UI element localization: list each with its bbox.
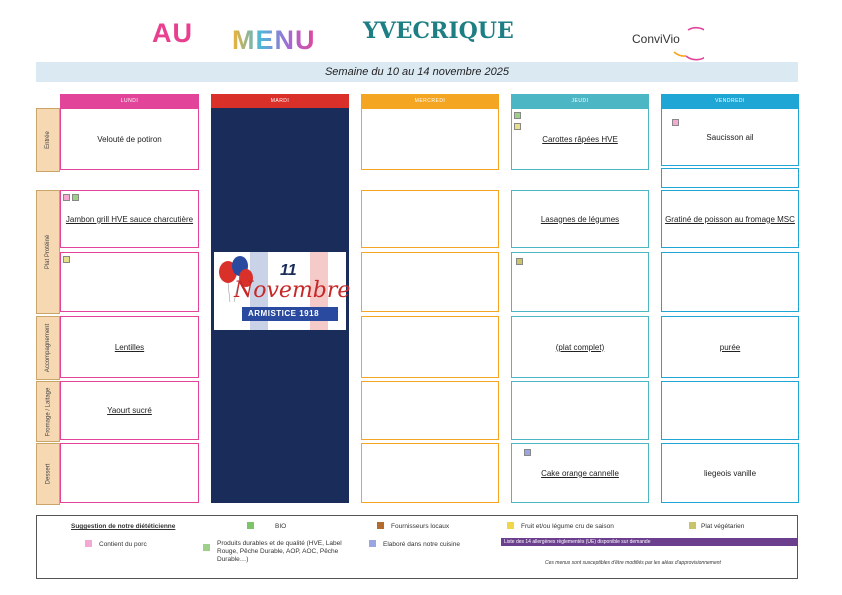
menu-cell-vendredi-plat-2 (661, 252, 799, 312)
dish-text: Velouté de potiron (97, 134, 162, 144)
porc-icon (63, 194, 70, 201)
row-label-entree (36, 108, 60, 172)
menu-cell-mercredi-laitage (361, 381, 499, 440)
dish-text: (plat complet) (555, 342, 605, 352)
legend-note: Ces menus sont susceptibles d'être modifiés par les aléas d'approvisionnement (545, 560, 721, 566)
menu-cell-mercredi-plat-2 (361, 252, 499, 312)
legend-produits: Produits durables et de qualité (HVE, Label Rouge, Pêche Durable, AOP, AOC, Pêche Durable…) (217, 540, 342, 563)
legend-fruit-saison: Fruit et/ou légume cru de saison (521, 523, 614, 530)
row-label-plat (36, 190, 60, 314)
day-header-jeudi: JEUDI (511, 94, 649, 108)
holiday-ribbon: ARMISTICE 1918 (248, 309, 320, 318)
menu-cell-jeudi-plat-2 (511, 252, 649, 312)
title-au (152, 18, 193, 49)
day-header-vendredi: VENDREDI (661, 94, 799, 108)
menu-cell-jeudi-dessert (511, 443, 649, 503)
menu-cell-vendredi-plat (661, 190, 799, 248)
week-banner: Semaine du 10 au 14 novembre 2025 (36, 62, 798, 82)
vege-icon (689, 522, 696, 529)
title-menu: MENU (232, 25, 316, 55)
menu-cell-vendredi-dessert (661, 443, 799, 503)
porc-icon (672, 119, 679, 126)
fruit-saison-icon (507, 522, 514, 529)
menu-cell-jeudi-plat (511, 190, 649, 248)
row-label-text: Entrée (45, 131, 51, 149)
dish-text: Carottes râpées HVE (542, 134, 618, 144)
vege-icon (63, 256, 70, 263)
menu-cell-lundi-dessert (60, 443, 199, 503)
allergens-banner: Liste des 14 allergènes règlementés (UE) disponible sur demande (501, 538, 797, 546)
elabore-icon (524, 449, 531, 456)
menu-cell-mercredi-entree (361, 108, 499, 170)
porc-icon (85, 540, 92, 547)
row-label-laitage (36, 381, 60, 442)
local-icon (377, 522, 384, 529)
menu-cell-vendredi-entree (661, 108, 799, 166)
menu-cell-vendredi-entree-2 (661, 168, 799, 188)
row-label-dessert (36, 443, 60, 505)
armistice-banner (214, 252, 351, 330)
menu-cell-vendredi-laitage (661, 381, 799, 440)
row-label-text: Dessert (44, 463, 51, 485)
quality-icon (203, 544, 210, 551)
holiday-month: Novembre (234, 278, 351, 303)
day-header-lundi: LUNDI (60, 94, 199, 108)
menu-cell-jeudi-accompagnement (511, 316, 649, 378)
legend-porc: Contient du porc (99, 541, 147, 548)
menu-cell-mercredi-plat (361, 190, 499, 248)
menu-cell-lundi-plat-2 (60, 252, 199, 312)
row-label-accompagnement (36, 316, 60, 380)
menu-cell-lundi-plat (60, 190, 199, 248)
dish-text: Lentilles (114, 342, 145, 352)
fruit-saison-icon (514, 123, 521, 130)
row-label-text: Plat Protéiné (45, 234, 52, 270)
day-header-mardi: MARDI (211, 94, 349, 108)
dish-text: purée (719, 342, 741, 352)
menu-cell-jeudi-entree (511, 108, 649, 170)
logo-text: ConviVio (632, 32, 680, 46)
menu-cell-mercredi-accompagnement (361, 316, 499, 378)
vege-icon (516, 258, 523, 265)
dish-text: Yaourt sucré (107, 406, 152, 415)
legend-vege: Plat végétarien (701, 523, 745, 530)
holiday-day: 11 (280, 262, 297, 279)
dish-text: Gratiné de poisson au fromage MSC (665, 214, 795, 224)
elabore-icon (369, 540, 376, 547)
quality-icon (72, 194, 79, 201)
dish-text: Saucisson ail (706, 132, 754, 142)
legend-bio: BIO (275, 523, 287, 530)
convivio-logo (628, 26, 704, 62)
row-label-text: Accompagnement (45, 323, 51, 373)
dish-text: Lasagnes de légumes (540, 214, 620, 224)
quality-icon (514, 112, 521, 119)
legend-box (36, 515, 798, 579)
menu-cell-lundi-entree (60, 108, 199, 170)
menu-cell-lundi-accompagnement (60, 316, 199, 378)
title-au-text: AU (152, 18, 193, 48)
bio-icon (247, 522, 254, 529)
legend-local: Fournisseurs locaux (391, 523, 450, 530)
legend-suggestion: Suggestion de notre diététicienne (71, 523, 176, 530)
dish-text: Jambon grill HVE sauce charcutière (65, 214, 194, 224)
dish-text: Cake orange cannelle (541, 468, 619, 478)
menu-cell-vendredi-accompagnement (661, 316, 799, 378)
dish-text: liegeois vanille (703, 468, 757, 478)
menu-cell-mercredi-dessert (361, 443, 499, 503)
school-name: YVECRIQUE (363, 18, 514, 44)
menu-cell-lundi-laitage (60, 381, 199, 440)
day-header-mercredi: MERCREDI (361, 94, 499, 108)
legend-elabore: Elaboré dans notre cuisine (383, 541, 460, 548)
row-label-text: Fromage / Laitage (45, 387, 52, 436)
menu-cell-jeudi-laitage (511, 381, 649, 440)
